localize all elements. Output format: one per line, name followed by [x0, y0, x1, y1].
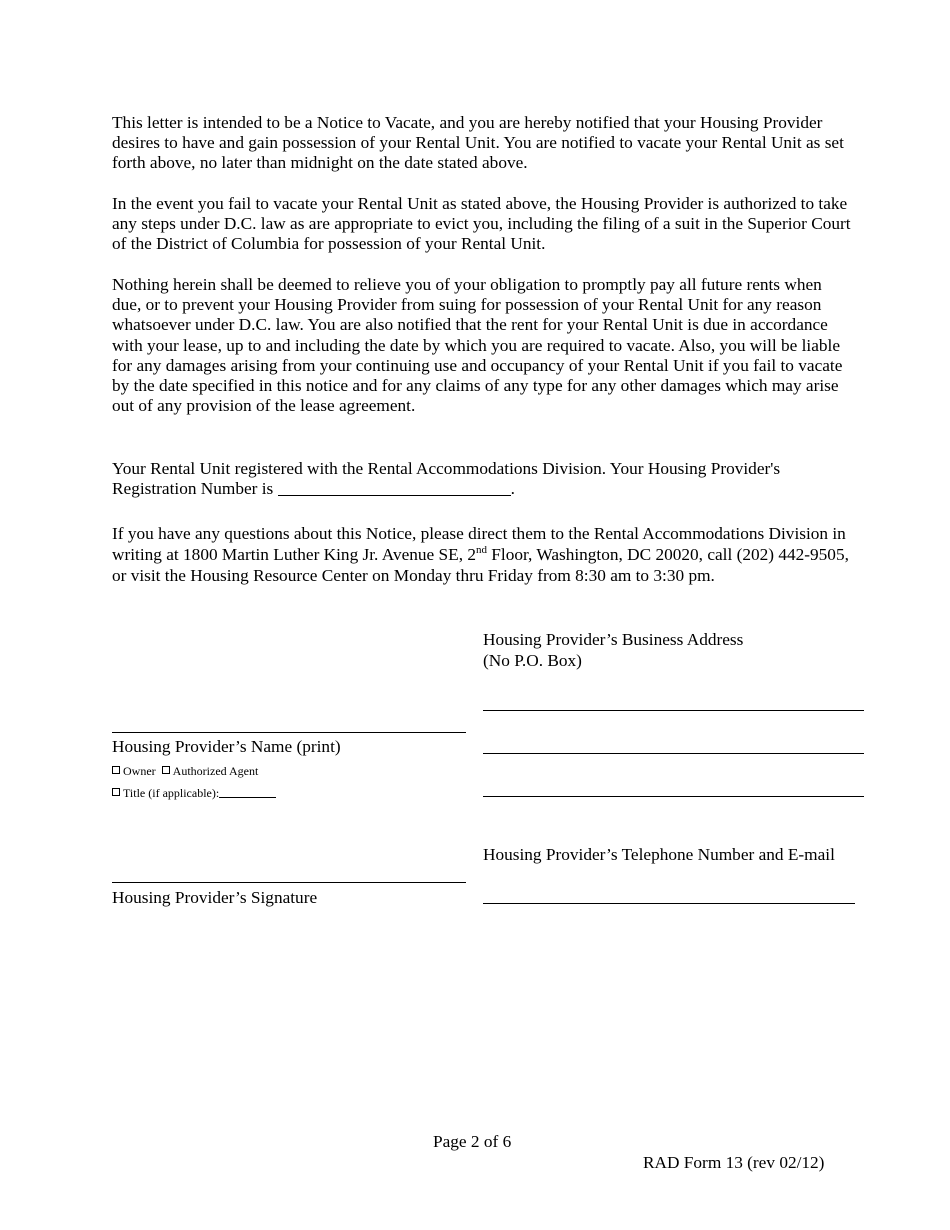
phone-email-label: Housing Provider’s Telephone Number and E-mail: [483, 845, 835, 864]
owner-option-label: Owner: [123, 764, 156, 778]
signature-line[interactable]: [112, 882, 466, 883]
contact-text-1: If you have any questions about this Notice, please direct them to the Rental Accommodations Division in writing at 1800 Martin Luther King Jr. Avenue SE, 2: [112, 524, 846, 564]
provider-name-line[interactable]: [112, 732, 466, 733]
registration-line-1: Your Rental Unit registered with the Rental Accommodations Division. Your Housing Provider's: [112, 459, 781, 478]
business-address-line-2[interactable]: [483, 753, 864, 754]
business-address-line-1[interactable]: [483, 710, 864, 711]
role-options: [112, 764, 258, 778]
title-label: Title (if applicable):: [123, 786, 220, 800]
title-checkbox[interactable]: [112, 788, 120, 796]
title-field[interactable]: [219, 797, 276, 798]
form-id: RAD Form 13 (rev 02/12): [643, 1153, 825, 1172]
signature-label: Housing Provider’s Signature: [112, 888, 318, 907]
title-option: [112, 786, 276, 800]
business-address-label: Housing Provider’s Business Address: [483, 630, 744, 649]
authorized-agent-checkbox[interactable]: [162, 766, 170, 774]
authorized-agent-option-label: Authorized Agent: [172, 764, 259, 778]
contact-text-2: Floor, Washington, DC 20020, call (202) 442-9505, or visit the Housing Resource Center on Monday thru Friday from 8:30 am to 3:30 pm.: [112, 545, 849, 585]
page-number: Page 2 of 6: [433, 1132, 512, 1151]
provider-name-label: Housing Provider’s Name (print): [112, 737, 341, 756]
registration-period: .: [510, 479, 515, 499]
business-address-line-3[interactable]: [483, 796, 864, 797]
phone-email-line[interactable]: [483, 903, 855, 904]
contact-paragraph: [112, 523, 852, 586]
contact-superscript: nd: [475, 544, 487, 556]
registration-paragraph: [112, 459, 852, 499]
registration-number-field[interactable]: [278, 495, 511, 496]
notice-paragraph-2: In the event you fail to vacate your Rental Unit as stated above, the Housing Provider is authorized to take any steps under D.C. law as are appropriate to evict you, including the filing of a suit in the Superior Court of the District of Columbia for possession of your Rental Unit.: [112, 194, 851, 254]
notice-paragraph-1: This letter is intended to be a Notice to Vacate, and you are hereby notified that your Housing Provider desires to have and gain possession of your Rental Unit. You are notified to vacate your Rental Unit as set forth above, no later than midnight on the date stated above.: [112, 113, 844, 173]
notice-paragraph-3: Nothing herein shall be deemed to relieve you of your obligation to promptly pay all future rents when due, or to prevent your Housing Provider from suing for possession of your Rental Unit for any reason whatsoever under D.C. law. You are also notified that the rent for your Rental Unit is due in accordance with your lease, up to and including the date by which you are required to vacate. Also, you will be liable for any damages arising from your continuing use and occupancy of your Rental Unit if you fail to vacate by the date specified in this notice and for any claims of any type for any other damages which may arise out of any provision of the lease agreement.: [112, 275, 843, 416]
owner-checkbox[interactable]: [112, 766, 120, 774]
business-address-note: (No P.O. Box): [483, 651, 582, 670]
registration-label: Registration Number is: [112, 479, 278, 499]
